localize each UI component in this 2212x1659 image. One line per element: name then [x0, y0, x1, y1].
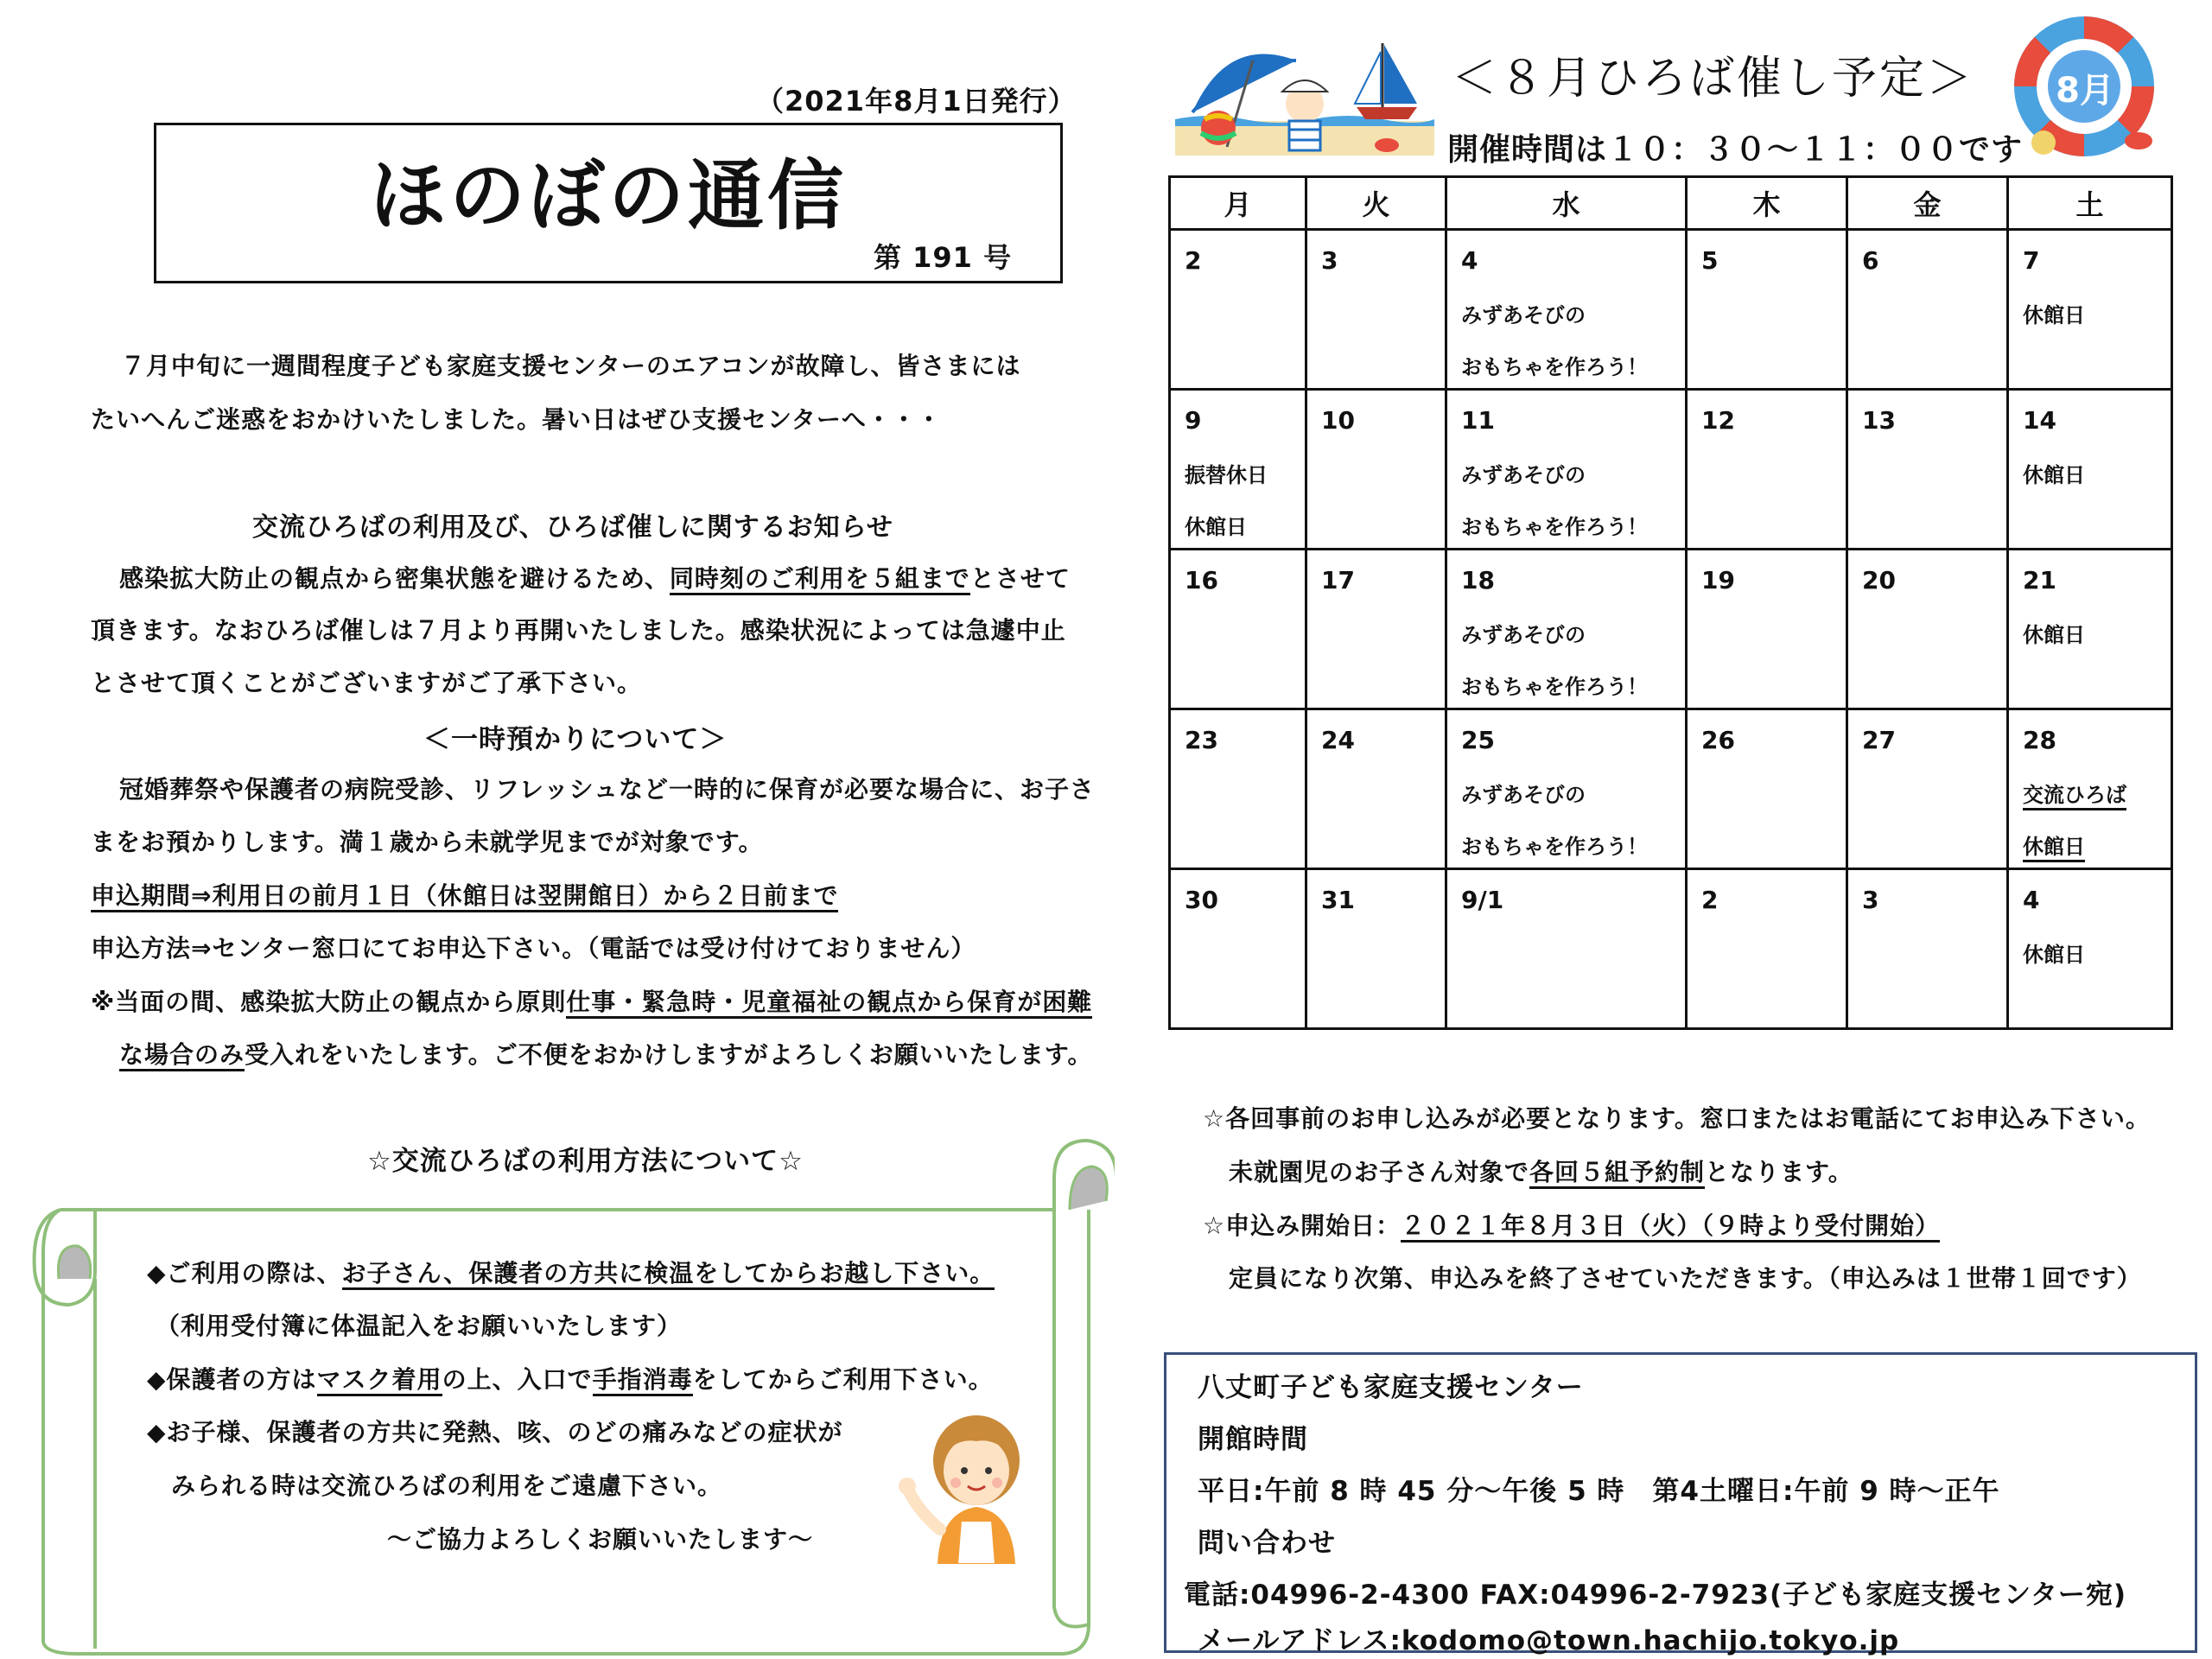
schedule-note-2b: 定員になり次第、申込みを終了させていただきます。（申込みは１世帯１回です） [1229, 1264, 2142, 1293]
closed-label: 休館日 [2023, 623, 2085, 647]
event-label: みずあそびの [1461, 463, 1586, 487]
usage-bullet-2: ◆保護者の方はマスク着用の上、入口で手指消毒をしてからご利用下さい。 [147, 1361, 994, 1395]
day-number: 3 [1321, 246, 1338, 275]
usage-closing: ～ご協力よろしくお願いいたします～ [387, 1525, 814, 1554]
calendar-cell [2008, 390, 2172, 550]
usage-bullet-3b: みられる時は交流ひろばの利用をご遠慮下さい。 [171, 1471, 723, 1500]
day-number: 2 [1185, 246, 1202, 275]
event-calendar [1168, 175, 2173, 1030]
calendar-cell [1847, 709, 2008, 869]
weekday-thu: 木 [1687, 177, 1847, 230]
event-label: みずあそびの [1461, 303, 1586, 327]
calendar-cell [1170, 869, 1306, 1029]
day-number: 7 [2023, 246, 2040, 275]
day-number: 24 [1321, 726, 1355, 754]
usage-bullet-1-sub: （利用受付簿に体温記入をお願いいたします） [156, 1312, 683, 1340]
schedule-hours: 開催時間は１０：３０～１１：００です [1447, 132, 2024, 168]
issue-date: （2021年8月1日発行） [756, 85, 1077, 118]
event-label: おもちゃを作ろう！ [1461, 835, 1648, 859]
intro-line-2: たいへんご迷惑をおかけいたしました。暑い日はぜひ支援センターへ・・・ [91, 405, 942, 434]
day-number: 3 [1862, 886, 1879, 914]
day-number: 21 [2023, 566, 2056, 594]
day-number: 27 [1862, 726, 1896, 754]
hours-label: 開館時間 [1198, 1424, 1308, 1455]
weekday-wed: 水 [1446, 177, 1687, 230]
day-number: 11 [1461, 406, 1495, 435]
center-info-box [1164, 1352, 2197, 1656]
day-number: 12 [1701, 406, 1735, 435]
beach-illustration [1175, 26, 1434, 156]
day-number: 26 [1701, 726, 1735, 754]
closed-label: 休館日 [2023, 303, 2085, 327]
calendar-cell [1847, 390, 2008, 550]
day-number: 19 [1701, 566, 1735, 594]
usage-heading: ☆交流ひろばの利用方法について☆ [367, 1146, 804, 1177]
calendar-cell [1170, 709, 1306, 869]
usage-bullet-3a: ◆お子様、保護者の方共に発熱、咳、のどの痛みなどの症状が [147, 1418, 843, 1446]
childcare-line-4: 申込方法⇒センター窓口にてお申込下さい。（電話では受け付けておりません） [91, 934, 976, 963]
calendar-cell [2008, 230, 2172, 390]
calendar-cell [1306, 390, 1446, 550]
calendar-week-row [1170, 550, 2172, 709]
calendar-cell [1306, 869, 1446, 1029]
day-number: 23 [1185, 726, 1218, 754]
calendar-cell [1446, 550, 1687, 709]
notice-heading: 交流ひろばの利用及び、ひろば催しに関するお知らせ [252, 512, 893, 543]
closed-label: 休館日 [2023, 943, 2085, 967]
day-number: 14 [2023, 406, 2056, 435]
schedule-note-1b: 未就園児のお子さん対象で各回５組予約制となります。 [1229, 1154, 1853, 1188]
childcare-line-3: 申込期間⇒利用日の前月１日（休館日は翌開館日）から２日前まで [91, 877, 838, 912]
calendar-cell [1687, 550, 1847, 709]
notice-line-1: 感染拡大防止の観点から密集状態を避けるため、同時刻のご利用を５組までとさせて [119, 560, 1071, 594]
event-label: おもちゃを作ろう！ [1461, 515, 1648, 539]
childcare-line-5: ※当面の間、感染拡大防止の観点から原則仕事・緊急時・児童福祉の観点から保育が困難 [91, 983, 1092, 1018]
hiroba-label: 交流ひろば [2023, 778, 2126, 810]
event-label: おもちゃを作ろう！ [1461, 675, 1648, 699]
childcare-line-2: まをお預かりします。満１歳から未就学児までが対象です。 [91, 828, 764, 856]
day-number: 2 [1701, 886, 1719, 914]
calendar-cell [1306, 550, 1446, 709]
day-number: 4 [1461, 246, 1478, 275]
calendar-cell [1170, 550, 1306, 709]
closed-label: 休館日 [2023, 463, 2085, 487]
day-number: 16 [1185, 566, 1218, 594]
schedule-note-1: ☆各回事前のお申し込みが必要となります。窓口またはお電話にてお申込み下さい。 [1203, 1104, 2151, 1133]
holiday-label: 振替休日 [1185, 463, 1268, 487]
day-number: 4 [2023, 886, 2040, 914]
calendar-cell [1687, 709, 1847, 869]
calendar-cell [1847, 869, 2008, 1029]
calendar-cell [1306, 230, 1446, 390]
childcare-line-1: 冠婚葬祭や保護者の病院受診、リフレッシュなど一時的に保育が必要な場合に、お子さ [119, 775, 1096, 804]
usage-bullet-1: ◆ご利用の際は、お子さん、保護者の方共に検温をしてからお越し下さい。 [147, 1255, 995, 1289]
day-number: 5 [1701, 246, 1719, 275]
day-number: 18 [1461, 566, 1495, 594]
intro-line-1: ７月中旬に一週間程度子ども家庭支援センターのエアコンが故障し、皆さまには [121, 352, 1021, 380]
calendar-cell [2008, 709, 2172, 869]
calendar-cell [2008, 869, 2172, 1029]
badge-month: 8月 [2056, 71, 2114, 111]
calendar-cell [1446, 390, 1687, 550]
contact-phone: 電話:04996-2-4300 FAX:04996-2-7923(子ども家庭支援センター宛) [1184, 1580, 2127, 1611]
calendar-week-row [1170, 230, 2172, 390]
calendar-cell [1687, 390, 1847, 550]
event-label: みずあそびの [1461, 623, 1586, 647]
closed-label: 休館日 [1185, 515, 1247, 539]
calendar-cell [1306, 709, 1446, 869]
calendar-week-row [1170, 709, 2172, 869]
day-number: 13 [1862, 406, 1896, 435]
notice-line-2: 頂きます。なおひろば催しは７月より再開いたしました。感染状況によっては急遽中止 [91, 616, 1066, 645]
contact-email: メールアドレス:kodomo@town.hachijo.tokyo.jp [1198, 1625, 1900, 1656]
calendar-week-row [1170, 869, 2172, 1029]
weekday-mon: 月 [1170, 177, 1306, 230]
schedule-title: ＜８月ひろば催し予定＞ [1452, 53, 1975, 105]
day-number: 30 [1185, 886, 1218, 914]
calendar-cell [1446, 709, 1687, 869]
day-number: 20 [1862, 566, 1896, 594]
calendar-week-row [1170, 390, 2172, 550]
calendar-cell [1687, 869, 1847, 1029]
day-number: 31 [1321, 886, 1355, 914]
calendar-cell [1170, 390, 1306, 550]
event-label: おもちゃを作ろう！ [1461, 355, 1648, 379]
day-number: 6 [1862, 246, 1879, 275]
day-number: 25 [1461, 726, 1495, 754]
title-box [154, 123, 1063, 283]
weekday-sat: 土 [2008, 177, 2172, 230]
hours-text: 平日:午前 8 時 45 分～午後 5 時 第4土曜日:午前 9 時～正午 [1198, 1476, 2000, 1507]
event-label: みずあそびの [1461, 783, 1586, 807]
contact-label: 問い合わせ [1198, 1528, 1336, 1559]
day-number: 17 [1321, 566, 1355, 594]
weekday-tue: 火 [1306, 177, 1446, 230]
calendar-cell [1687, 230, 1847, 390]
closed-label: 休館日 [2023, 830, 2085, 862]
day-number: 28 [2023, 726, 2056, 754]
newsletter-title: ほのぼの通信 [369, 151, 847, 240]
calendar-cell [1847, 230, 2008, 390]
calendar-header-row [1170, 177, 2172, 230]
august-badge [2009, 13, 2160, 164]
calendar-cell [1446, 230, 1687, 390]
calendar-cell [1847, 550, 2008, 709]
day-number: 9/1 [1461, 886, 1504, 914]
calendar-cell [1170, 230, 1306, 390]
notice-line-3: とさせて頂くことがございますがご了承下さい。 [91, 669, 643, 697]
childcare-line-6: な場合のみ受入れをいたします。ご不便をおかけしますがよろしくお願いいたします。 [119, 1036, 1093, 1071]
schedule-note-2: ☆申込み開始日：２０２１年８月３日（火）（９時より受付開始） [1203, 1207, 1940, 1242]
day-number: 10 [1321, 406, 1355, 435]
weekday-fri: 金 [1847, 177, 2008, 230]
calendar-cell [1446, 869, 1687, 1029]
issue-number: 第 191 号 [874, 241, 1013, 274]
day-number: 9 [1185, 406, 1202, 435]
childcare-heading: ＜一時預かりについて＞ [423, 724, 728, 755]
center-name: 八丈町子ども家庭支援センター [1198, 1372, 1584, 1403]
calendar-cell [2008, 550, 2172, 709]
waving-woman-illustration [890, 1400, 1054, 1564]
